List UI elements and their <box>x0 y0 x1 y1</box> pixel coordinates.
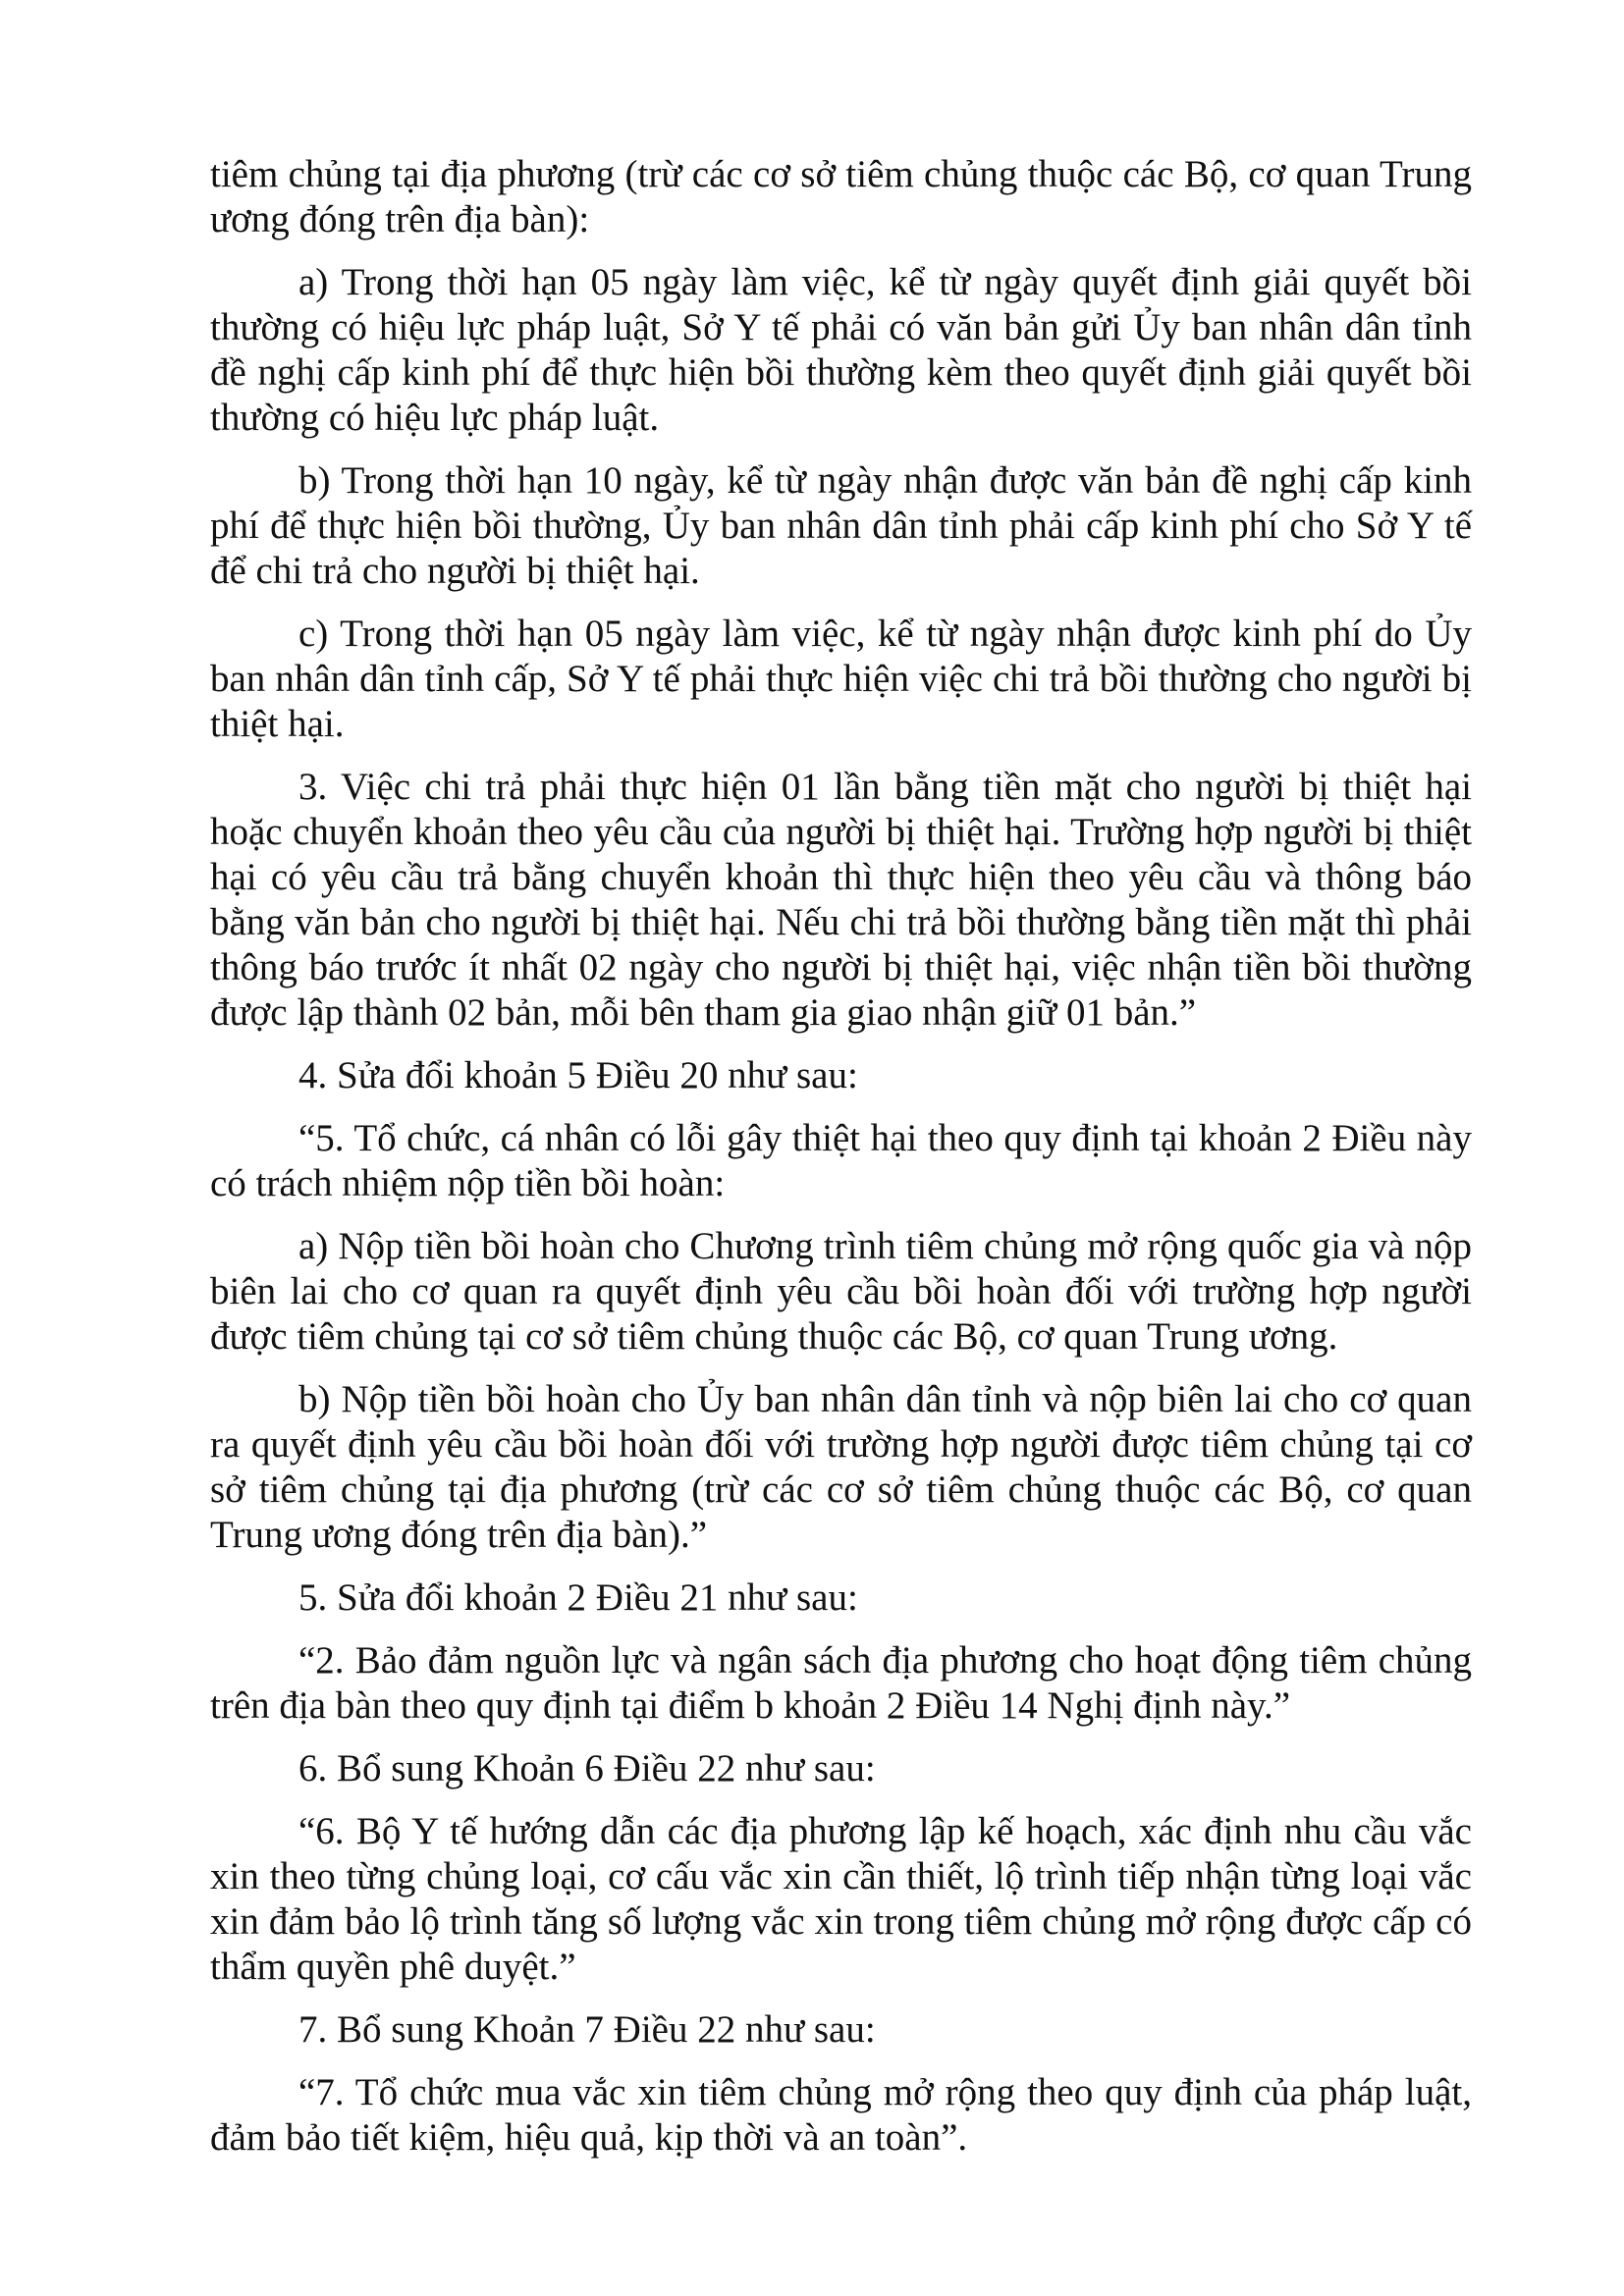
paragraph-item-3: 3. Việc chi trả phải thực hiện 01 lần bằng tiền mặt cho người bị thiệt hại hoặc chuyển khoản theo yêu cầu của người bị thiệt hại. Trường hợp người bị thiệt hại có yêu cầu trả bằng chuyển khoản thì thực hiện theo yêu cầu và thông báo bằng văn bản cho người bị thiệt hại. Nếu chi trả bồi thường bằng tiền mặt thì phải thông báo trước ít nhất 02 ngày cho người bị thiệt hại, việc nhận tiền bồi thường được lập thành 02 bản, mỗi bên tham gia giao nhận giữ 01 bản.” <box>210 766 1472 1034</box>
paragraph-quote-2: “2. Bảo đảm nguồn lực và ngân sách địa phương cho hoạt động tiêm chủng trên địa bàn theo quy định tại điểm b khoản 2 Điều 14 Nghị định này.” <box>210 1639 1472 1727</box>
paragraph-amendment-5: 5. Sửa đổi khoản 2 Điều 21 như sau: <box>298 1576 858 1619</box>
paragraph-clause-a: a) Trong thời hạn 05 ngày làm việc, kể từ ngày quyết định giải quyết bồi thường có hiệu lực pháp luật, Sở Y tế phải có văn bản gửi Ủy ban nhân dân tỉnh đề nghị cấp kinh phí để thực hiện bồi thường kèm theo quyết định giải quyết bồi thường có hiệu lực pháp luật. <box>210 261 1472 439</box>
paragraph-amendment-7: 7. Bổ sung Khoản 7 Điều 22 như sau: <box>298 2008 876 2051</box>
paragraph-amendment-4: 4. Sửa đổi khoản 5 Điều 20 như sau: <box>298 1054 858 1096</box>
paragraph-quote-5: “5. Tổ chức, cá nhân có lỗi gây thiệt hại theo quy định tại khoản 2 Điều này có trách nhiệm nộp tiền bồi hoàn: <box>210 1117 1472 1204</box>
paragraph-clause-b: b) Trong thời hạn 10 ngày, kể từ ngày nhận được văn bản đề nghị cấp kinh phí để thực hiện bồi thường, Ủy ban nhân dân tỉnh phải cấp kinh phí cho Sở Y tế để chi trả cho người bị thiệt hại. <box>210 459 1472 592</box>
paragraph-quote-5a: a) Nộp tiền bồi hoàn cho Chương trình tiêm chủng mở rộng quốc gia và nộp biên lai cho cơ quan ra quyết định yêu cầu bồi hoàn đối với trường hợp người được tiêm chủng tại cơ sở tiêm chủng thuộc các Bộ, cơ quan Trung ương. <box>210 1225 1472 1358</box>
paragraph-quote-6: “6. Bộ Y tế hướng dẫn các địa phương lập kế hoạch, xác định nhu cầu vắc xin theo từng chủng loại, cơ cấu vắc xin cần thiết, lộ trình tiếp nhận từng loại vắc xin đảm bảo lộ trình tăng số lượng vắc xin trong tiêm chủng mở rộng được cấp có thẩm quyền phê duyệt.” <box>210 1810 1472 1988</box>
paragraph-continuation: tiêm chủng tại địa phương (trừ các cơ sở tiêm chủng thuộc các Bộ, cơ quan Trung ương đóng trên địa bàn): <box>210 153 1472 240</box>
paragraph-quote-5b: b) Nộp tiền bồi hoàn cho Ủy ban nhân dân tỉnh và nộp biên lai cho cơ quan ra quyết định yêu cầu bồi hoàn đối với trường hợp người được tiêm chủng tại cơ sở tiêm chủng tại địa phương (trừ các cơ sở tiêm chủng thuộc các Bộ, cơ quan Trung ương đóng trên địa bàn).” <box>210 1378 1472 1556</box>
paragraph-amendment-6: 6. Bổ sung Khoản 6 Điều 22 như sau: <box>298 1747 876 1789</box>
paragraph-clause-c: c) Trong thời hạn 05 ngày làm việc, kể từ ngày nhận được kinh phí do Ủy ban nhân dân tỉnh cấp, Sở Y tế phải thực hiện việc chi trả bồi thường cho người bị thiệt hại. <box>210 613 1472 745</box>
paragraph-quote-7: “7. Tổ chức mua vắc xin tiêm chủng mở rộng theo quy định của pháp luật, đảm bảo tiết kiệm, hiệu quả, kịp thời và an toàn”. <box>210 2071 1472 2159</box>
document-body <box>210 152 1472 2178</box>
